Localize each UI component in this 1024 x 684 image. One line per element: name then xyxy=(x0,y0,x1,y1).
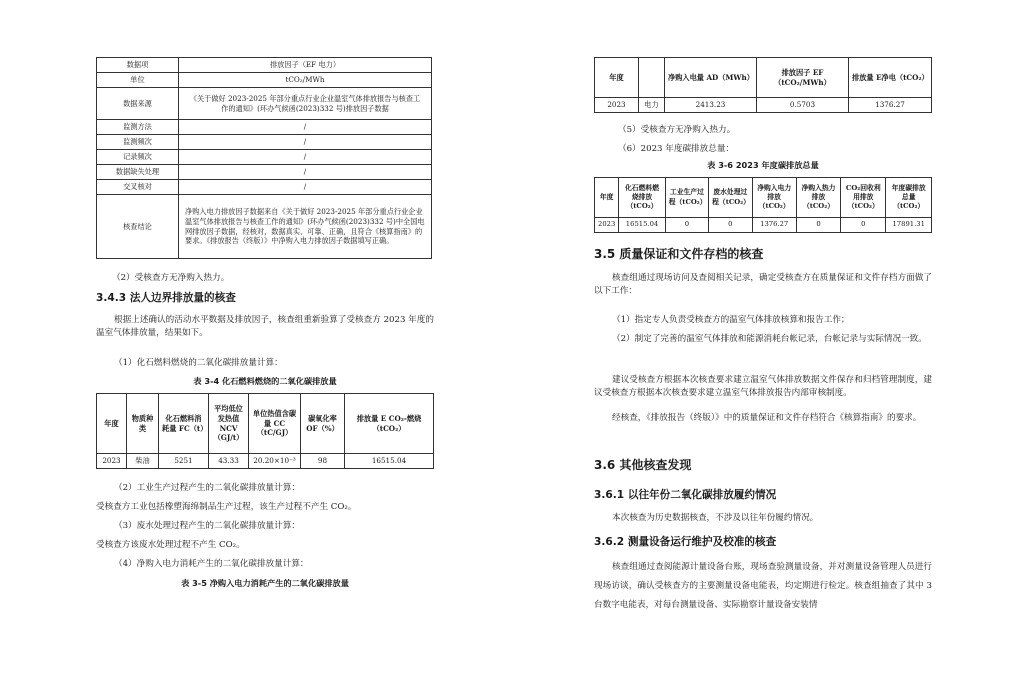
col-header xyxy=(639,58,665,98)
row-label: 记录频次 xyxy=(97,150,179,165)
col-header: 工业生产过程（tCO₂） xyxy=(665,178,708,218)
right-page xyxy=(512,0,1024,684)
emission-factor-table-body xyxy=(97,58,432,259)
col-header: 单位热值含碳量 CC（tC/GJ） xyxy=(249,394,301,454)
item-2: （2）工业生产过程产生的二氧化碳排放量计算： xyxy=(114,483,300,493)
cell: 16515.04 xyxy=(345,454,434,469)
col-header: CO₂回收利用排放（tCO₂） xyxy=(841,178,886,218)
table-row xyxy=(97,454,434,469)
paragraph-3-5c: （2）制定了完善的温室气体排放和能源消耗台帐记录，台帐记录与实际情况一致。 xyxy=(612,334,927,344)
row-value: 净购入电力排放因子数据来自《关于做好 2023-2025 年部分重点行业企业温室气体排放报告与核查工作的通知》(环办气候函(2023)332 号)中全国电网排放因子数据，经核对，数据真实、可靠、正确，且符合《核算指南》的要求。《排放报告（终版）》中净购入电力排放因子数据填写正确。 xyxy=(179,195,432,259)
cell: 5251 xyxy=(159,454,209,469)
paragraph-3-5d: 建议受核查方根据本次核查要求建立温室气体排放数据文件保存和归档管理制度，建议受核查方根据本次核查要求建立温室气体排放报告内部审核制度。 xyxy=(594,375,932,398)
section-heading-3-6-2: 3.6.2 测量设备运行维护及校准的核查 xyxy=(594,536,777,548)
col-header: 化石燃料消耗量 FC（t） xyxy=(159,394,209,454)
table-header-row xyxy=(97,394,434,454)
item-3: （3）废水处理过程产生的二氧化碳排放量计算： xyxy=(114,521,300,531)
row-value: / xyxy=(179,135,432,150)
item-1: （1）化石燃料燃烧的二氧化碳排放量计算： xyxy=(114,358,283,368)
col-header: 净购入热力排放（tCO₂） xyxy=(796,178,840,218)
row-label: 监测频次 xyxy=(97,135,179,150)
paragraph-3-4-3: 根据上述确认的活动水平数据及排放因子，核查组重新验算了受核查方 2023 年度的温室气体排放量，结果如下。 xyxy=(96,315,434,338)
section-heading-3-6-1: 3.6.1 以往年份二氧化碳排放履约情况 xyxy=(594,489,777,501)
cell: 2413.23 xyxy=(665,98,757,113)
cell: 1376.27 xyxy=(849,98,932,113)
col-header: 化石燃料燃烧排放（tCO₂） xyxy=(619,178,665,218)
row-value: tCO₂/MWh xyxy=(179,73,432,88)
row-label: 数据缺失处理 xyxy=(97,165,179,180)
cell: 2023 xyxy=(595,218,619,233)
cell: 柴油 xyxy=(127,454,159,469)
row-label: 交叉核对 xyxy=(97,180,179,195)
section-heading-3-5: 3.5 质量保证和文件存档的核查 xyxy=(594,247,764,261)
table-row xyxy=(97,165,432,180)
col-header: 平均低位发热值 NCV（GJ/t） xyxy=(209,394,249,454)
col-header: 废水处理过程（tCO₂） xyxy=(709,178,752,218)
section-heading-3-6: 3.6 其他核查发现 xyxy=(594,458,692,472)
paragraph-3-6-2: 核查组通过查阅能源计量设备台账，现场查验测量设备，并对测量设备管理人员进行现场访谈，确认受核查方的主要测量设备电能表，均定期进行检定。核查组抽查了其中 3 台数字电能表，对每台测量设备、实际勘察计量设备安装情 xyxy=(594,562,932,610)
cell: 2023 xyxy=(595,98,639,113)
item-3-text: 受核查方该废水处理过程不产生 CO₂。 xyxy=(96,540,245,550)
cell: 0 xyxy=(841,218,886,233)
cell: 1376.27 xyxy=(752,218,796,233)
table-row xyxy=(97,120,432,135)
table-row xyxy=(97,73,432,88)
cell: 98 xyxy=(301,454,345,469)
item-4: （4）净购入电力消耗产生的二氧化碳排放量计算： xyxy=(114,559,309,569)
col-header: 物质种类 xyxy=(127,394,159,454)
col-header: 碳氧化率 OF（%） xyxy=(301,394,345,454)
cell: 电力 xyxy=(639,98,665,113)
row-value: / xyxy=(179,150,432,165)
row-label: 单位 xyxy=(97,73,179,88)
cell: 0 xyxy=(665,218,708,233)
cell: 16515.04 xyxy=(619,218,665,233)
cell: 20.20×10⁻³ xyxy=(249,454,301,469)
table-row xyxy=(595,98,932,113)
table-3-4 xyxy=(96,393,434,469)
row-label: 数据来源 xyxy=(97,88,179,120)
col-header: 排放量 E CO₂-燃烧（tCO₂） xyxy=(345,394,434,454)
table-row xyxy=(97,88,432,120)
note-heat: （2）受核查方无净购入热力。 xyxy=(112,273,230,283)
table-caption-3-5: 表 3-5 净购入电力消耗产生的二氧化碳排放量 xyxy=(181,578,349,588)
paragraph-3-6-1: 本次核查为历史数据核查，不涉及以往年份履约情况。 xyxy=(612,513,819,523)
paragraph-3-5b: （1）指定专人负责受核查方的温室气体排放核算和报告工作； xyxy=(612,315,850,325)
table-row xyxy=(595,218,932,233)
cell: 0 xyxy=(709,218,752,233)
row-value: 《关于做好 2023-2025 年部分重点行业企业温室气体排放报告与核查工作的通知》(环办气候函(2023)332 号)排放因子数据 xyxy=(179,88,432,120)
cell: 0 xyxy=(796,218,840,233)
table-caption-3-4: 表 3-4 化石燃料燃烧的二氧化碳排放量 xyxy=(193,376,337,386)
paragraph-3-5a: 核查组通过现场访问及查阅相关记录，确定受核查方在质量保证和文件存档方面做了以下工作： xyxy=(594,273,932,296)
item-2-text: 受核查方工业包括橡塑海绵制品生产过程，该生产过程不产生 CO₂。 xyxy=(96,502,357,512)
table-3-6 xyxy=(594,177,932,233)
paragraph-3-5e: 经核查，《排放报告（终版）》中的质量保证和文件存档符合《核算指南》的要求。 xyxy=(612,413,922,423)
table-header-row xyxy=(595,58,932,98)
table-3-5 xyxy=(594,57,932,113)
table-row xyxy=(97,150,432,165)
cell: 17891.31 xyxy=(886,218,932,233)
col-header: 净购入电力排放（tCO₂） xyxy=(752,178,796,218)
table-row xyxy=(97,195,432,259)
table-row xyxy=(97,58,432,73)
table-header-row xyxy=(595,178,932,218)
note-5: （5）受核查方无净购入热力。 xyxy=(618,125,736,135)
row-value: 排放因子（EF 电力） xyxy=(179,58,432,73)
emission-factor-table xyxy=(96,57,432,259)
col-header: 排放量 E净电（tCO₂） xyxy=(849,58,932,98)
cell: 2023 xyxy=(97,454,127,469)
table-row xyxy=(97,180,432,195)
row-value: / xyxy=(179,180,432,195)
cell: 0.5703 xyxy=(757,98,849,113)
col-header: 年度 xyxy=(595,58,639,98)
note-6: （6）2023 年度碳排放总量： xyxy=(618,144,735,154)
row-label: 数据项 xyxy=(97,58,179,73)
col-header: 年度 xyxy=(595,178,619,218)
table-caption-3-6: 表 3-6 2023 年度碳排放总量 xyxy=(707,160,819,170)
row-label: 核查结论 xyxy=(97,195,179,259)
row-label: 监测方法 xyxy=(97,120,179,135)
col-header: 年度碳排放总量（tCO₂） xyxy=(886,178,932,218)
table-row xyxy=(97,135,432,150)
row-value: / xyxy=(179,120,432,135)
row-value: / xyxy=(179,165,432,180)
section-heading-3-4-3: 3.4.3 法人边界排放量的核查 xyxy=(96,292,236,304)
col-header: 排放因子 EF（tCO₂/MWh） xyxy=(757,58,849,98)
col-header: 年度 xyxy=(97,394,127,454)
col-header: 净购入电量 AD（MWh） xyxy=(665,58,757,98)
cell: 43.33 xyxy=(209,454,249,469)
